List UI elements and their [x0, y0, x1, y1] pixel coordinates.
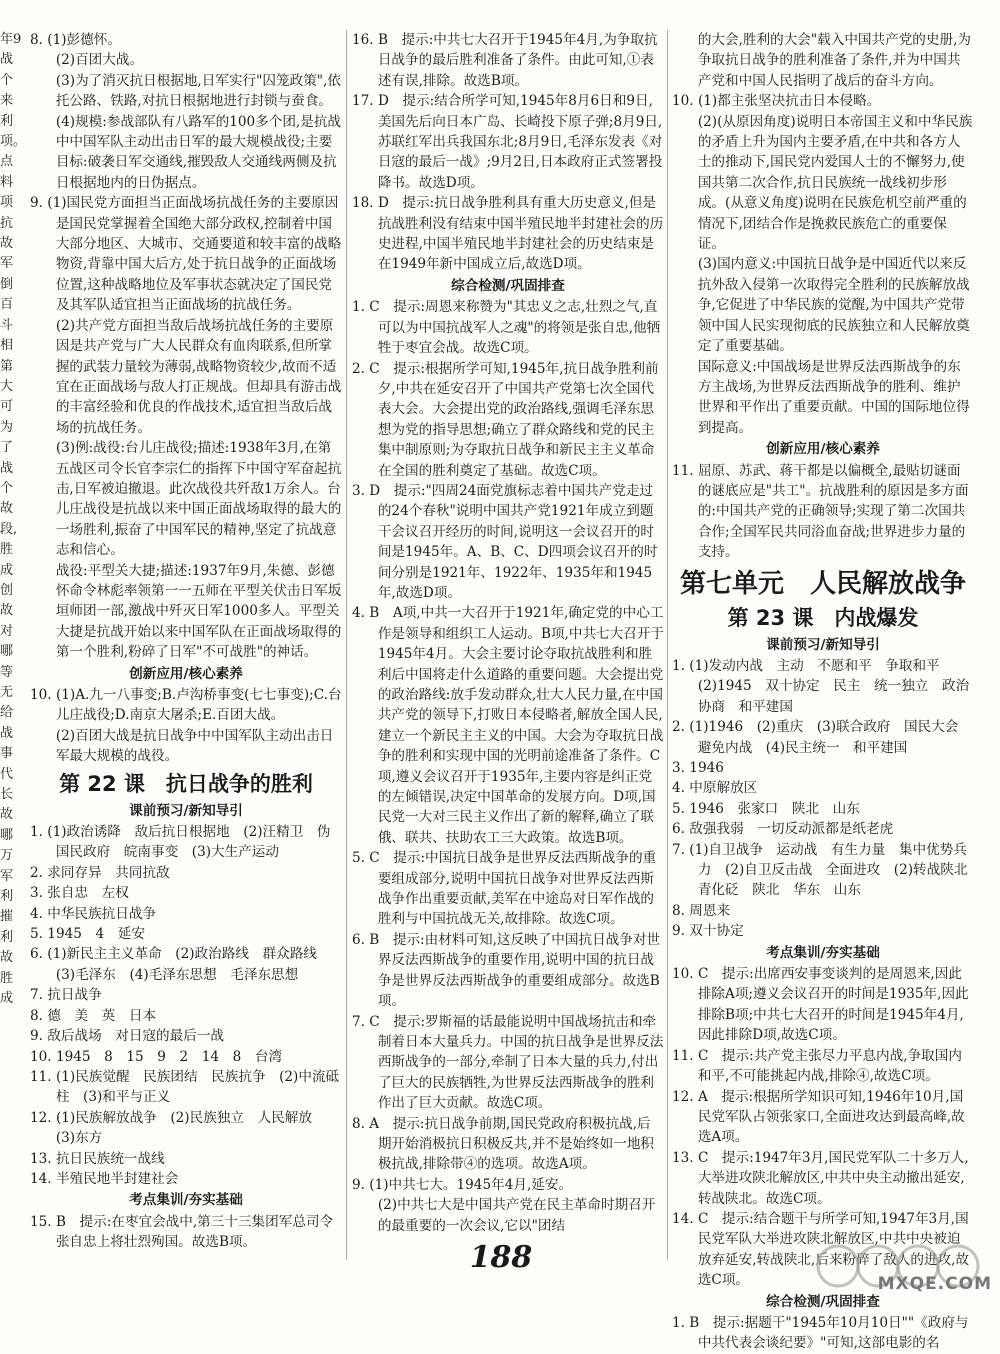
list-item: 1. (1)发动内战 主动 不愿和平 争取和平 (2)1945 双十协定 民主 统一独立 政治协商 和平建国 — [672, 657, 970, 715]
edge-fragment: 对 — [0, 623, 14, 639]
edge-fragment: 故 — [0, 807, 14, 823]
list-item: 8. 德 美 英 日本 — [30, 1007, 157, 1024]
section-heading-innovation: 创新应用/核心素养 — [766, 441, 880, 458]
exam-answer: 11. C 提示:共产党主张尽力平息内战,争取国内和平,不可能挑起内战,排除④,故选C项。 — [672, 1047, 962, 1085]
edge-fragment: 故 — [0, 236, 14, 252]
section-heading-review: 综合检测/巩固排查 — [451, 277, 565, 294]
edge-fragment: 个 — [0, 72, 14, 88]
list-item: 2. (1)1946 (2)重庆 (3)联合政府 国民大会 避免内战 (4)民主统一 和平建国 — [672, 719, 972, 756]
review-answer: 7. C 提示:罗斯福的话最能说明中国战场抗击和牵制着日本大量兵力。中国的抗日战争是世界反法西斯战争的一部分,牵制了日本大量的兵力,付出了巨大的民族牺牲,为世界反法西斯战争的胜利作出了巨大贡献。故选C项。 — [352, 1013, 664, 1112]
answer-line: (3)国内意义:中国抗日战争是中国近代以来反抗外敌入侵第一次取得完全胜利的民族解放战争,它促进了中华民族的觉醒,为中国共产党带领中国人民实现彻底的民族独立和人民解放奠定了重要基础。 — [697, 256, 970, 355]
answer-line: (2)(从原因角度)说明日本帝国主义和中华民族的矛盾上升为国内主要矛盾,在中共和各方人士的推动下,国民党内爱国人士的不懈努力,使国共第二次合作,抗日民族统一战线初步形成。(从意义角度)说明在民族危机空前严重的情况下,团结合作是挽救民族危亡的重要保证。 — [697, 113, 973, 253]
review-answer: 3. D 提示:"四周24面党旗标志着中国共产党走过的24个春秋"说明中国共产党1921年成立到题干会议召开经历的时间,说明这一会议召开的时间是1945年。A、B、C、D四项会议召开的时间分别是1921年、1922年、1935年和1945年,故选D项。 — [352, 482, 658, 601]
review-answer: 5. C 提示:中国抗日战争是世界反法西斯战争的重要组成部分,说明中国抗日战争对世界反法西斯战争作出重要贡献,美军在中途岛对日军作战的胜利与中国抗战无关,故排除。故选C项。 — [352, 850, 657, 928]
answer-continuation: 的大会,胜利的大会"载入中国共产党的史册,为争取抗日战争的胜利准备了条件,并为中国共产党和中国人民指明了战后的奋斗方向。 — [697, 32, 972, 89]
edge-fragment: 抗 — [0, 215, 14, 231]
unit-7-title: 第七单元 人民解放战争 — [679, 568, 966, 599]
list-item: 10. 1945 8 15 9 2 14 8 台湾 — [30, 1048, 283, 1065]
edge-fragment: 哪 — [0, 827, 14, 843]
edge-fragment: 等 — [0, 664, 14, 680]
edge-fragment: 战 — [0, 52, 14, 68]
list-item: 6. (1)新民主主义革命 (2)政治路线 群众路线 (3)毛泽东 (4)毛泽东思想 毛泽东思想 — [30, 946, 331, 983]
edge-fragment: 故 — [0, 501, 14, 517]
list-item: 7. 抗日战争 — [30, 987, 102, 1004]
answer-15: 15. B 提示:在枣宜会战中,第三十三集团军总司令张自忠上将壮烈殉国。故选B项。 — [30, 1213, 334, 1251]
exam-answer: 12. A 提示:根据所学知识可知,1946年10月,国民党军队占领张家口,全面进攻达到最高峰,故选A项。 — [672, 1088, 965, 1146]
edge-fragment: 战 — [0, 460, 14, 476]
edge-fragment: 可 — [0, 399, 14, 415]
review-answer: 4. B A项,中共一大召开于1921年,确定党的中心工作是领导和组织工人运动。B项,中共七大召开于1945年4月。大会主要讨论夺取抗战胜利和胜利后中国将走什么道路的重要问题。大会提出党的政治路线:放手发动群众,壮大人民力量,在中国共产党的领导下,打败日本侵略者,解放全国人民,建立一个新民主主义的中国。大会为夺取抗日战争的胜利和实现中国的光明前途准备了条件。C项,遵义会议召开于1935年,主要内容是纠正党的左倾错误,决定中国革命的发展方向。D项,国民党一大对三民主义作出了新的解释,确立了联俄、联共、扶助农工三大政策。故选B项。 — [352, 605, 665, 846]
review-answer: 1. B 提示:据题干"1945年10月10日""《政府与中共代表会谈纪要》"可知,这部电影的名 — [672, 1314, 969, 1352]
column-2 — [352, 30, 664, 1265]
edge-fragment: 成 — [0, 991, 14, 1007]
edge-fragment: 为 — [0, 419, 14, 435]
edge-fragment: 事 — [0, 746, 14, 762]
section-heading-preview: 课前预习/新知导引 — [766, 636, 880, 653]
column-divider — [667, 30, 668, 1260]
edge-fragment: 创 — [0, 582, 14, 598]
left-edge-fragments — [0, 30, 26, 1260]
list-item: 2. 求同存异 共同抗敌 — [30, 864, 170, 881]
edge-fragment: 利 — [0, 889, 14, 905]
answer-line: (4)规模:参战部队有八路军的100多个团,是抗战中中国军队主动出击日军的最大规模战役;主要目标:破袭日军交通线,摧毁敌人交通线两侧及抗日根据地内的日伪据点。 — [55, 113, 342, 191]
answer-10: 10. (1)都主张坚决抗击日本侵略。 — [672, 93, 881, 110]
answer-9-lines — [30, 316, 342, 663]
lesson-22-title: 第 22 课 抗日战争的胜利 — [59, 771, 313, 796]
edge-fragment: 项 — [0, 195, 14, 211]
answer-line: (2)百团大战。 — [55, 52, 144, 69]
list-item: 9. 敌后战场 对日寇的最后一战 — [30, 1028, 225, 1045]
list-item: 1. (1)政治诱降 敌后抗日根据地 (2)汪精卫 伪国民政府 皖南事变 (3)大生产运动 — [30, 824, 331, 861]
review-answer: 2. C 提示:根据所学可知,1945年,抗日战争胜利前夕,中共在延安召开了中国共产党第七次全国代表大会。大会提出党的政治路线,强调毛泽东思想为党的指导思想;确立了群众路线和党的民主集中制原则;为夺取抗日战争和新民主主义革命在全国的胜利奠定了基础。故选C项。 — [352, 360, 659, 479]
edge-fragment: 无 — [0, 685, 14, 700]
list-item: 12. (1)民族解放战争 (2)民族独立 人民解放 (3)东方 — [30, 1109, 326, 1147]
site-watermark — [808, 1242, 998, 1296]
list-item: 14. 半殖民地半封建社会 — [30, 1170, 179, 1187]
list-item: 3. 1946 — [672, 760, 724, 776]
edge-fragment: 项。 — [0, 134, 27, 150]
lesson-23-title: 第 23 课 内战爆发 — [727, 605, 919, 630]
edge-fragment: 胜 — [0, 970, 14, 986]
review-answer: 6. B 提示:由材料可知,这反映了中国抗日战争对世界反法西斯战争的重要作用,说明中国的抗日战争是世界反法西斯战争的重要组成部分。故选B项。 — [352, 931, 661, 1010]
edge-fragment: 战 — [0, 725, 14, 741]
list-item: 7. (1)自卫战争 运动战 有生力量 集中优势兵力 (2)自卫反击战 全面进攻 (2)转战陕北 青化砭 陕北 华东 山东 — [672, 841, 982, 899]
list-item: 6. 敌强我弱 一切反动派都是纸老虎 — [672, 821, 894, 838]
column-divider — [346, 30, 347, 1260]
answer-line: (2)百团大战是抗日战争中中国军队主动出击日军最大规模的战役。 — [55, 727, 334, 765]
preview-list — [30, 822, 342, 1189]
answer-10-lines — [30, 726, 342, 767]
review-answer: 9. (1)中共七大。1945年4月,延安。 — [352, 1176, 573, 1193]
review-answer: 1. C 提示:周恩来称赞为"其忠义之志,壮烈之气,直可以为中国抗战军人之魂"的将领是张自忠,他牺牲于枣宜会战。故选C项。 — [352, 299, 661, 357]
answer-10: 10. (1)A.九一八事变;B.卢沟桥事变(七七事变);C.台儿庄战役;D.南京大屠杀;E.百团大战。 — [30, 687, 342, 724]
edge-fragment: 倒 — [0, 276, 14, 292]
edge-fragment: 斗 — [0, 317, 14, 333]
list-item: 5. 1945 4 延安 — [30, 926, 145, 943]
edge-fragment: 第 — [0, 358, 14, 374]
answer-line: (2)中共七大是中国共产党在民主革命时期召开的最重要的一次会议,它以"团结 — [377, 1197, 656, 1234]
list-item: 13. 抗日民族统一战线 — [30, 1150, 165, 1167]
column-1 — [30, 30, 342, 1265]
watermark-text: MXQE.COM — [877, 1274, 992, 1294]
section-heading-preview: 课前预习/新知导引 — [129, 802, 243, 819]
review-answer: 8. A 提示:抗日战争前期,国民党政府积极抗战,后期开始消极抗日积极反共,并不是始终如一地积极抗战,排除带④的选项。故选A项。 — [352, 1115, 655, 1173]
edge-fragment: 给 — [0, 705, 14, 721]
list-item: 9. 双十协定 — [672, 923, 744, 940]
edge-fragment: 哪 — [0, 644, 14, 660]
answer-11: 11. 屈原、苏武、蒋干都是以偏概全,最贴切谜面的谜底应是"共工"。抗战胜利的原因是多方面的:中国共产党的正确领导;实现了第二次国共合作;全国军民共同浴血奋战;世界进步力量的支持。 — [672, 462, 969, 561]
list-item: 11. (1)民族觉醒 民族团结 民族抗争 (2)中流砥柱 (3)和平与正义 — [30, 1068, 340, 1106]
section-heading-exam: 考点集训/夯实基础 — [129, 1192, 243, 1209]
answer-8: 8. (1)彭德怀。 — [30, 32, 121, 48]
list-item: 4. 中华民族抗日战争 — [30, 905, 157, 922]
answer-line: (3)例:战役:台儿庄战役;描述:1938年3月,在第五战区司令长官李宗仁的指挥下中国守军奋起抗击,日军被迫撤退。此次战役共歼敌1万余人。台儿庄战役是抗战以来中国正面战场取得的最大的一场胜利,振奋了中国军民的精神,坚定了抗战意志和信心。 — [55, 440, 342, 559]
answer-line: 国际意义:中国战场是世界反法西斯战争的东方主战场,为世界反法西斯战争的胜利、维护世界和平作出了重要贡献。中国的国际地位得到提高。 — [697, 358, 970, 436]
edge-fragment: 万 — [0, 848, 14, 864]
edge-fragment: 军 — [0, 256, 14, 272]
list-item: 5. 1946 张家口 陕北 山东 — [672, 800, 860, 817]
edge-fragment: 点 — [0, 154, 14, 170]
edge-fragment: 段, — [0, 521, 18, 537]
edge-fragment: 长 — [0, 787, 14, 803]
edge-fragment: 相 — [0, 338, 14, 354]
answer-9: 9. (1)国民党方面担当正面战场抗战任务的主要原因是国民党掌握着全国绝大部分政权,控制着中国大部分地区、大城市、交通要道和较丰富的战略物资,背靠中国大后方,处于抗日战争的正面战场位置,这种战略地位及军事状态就决定了国民党及其军队适宜担当正面战场的抗战任务。 — [30, 195, 342, 314]
edge-fragment: 年9 — [0, 32, 22, 47]
edge-fragment: 故 — [0, 950, 14, 966]
exam-answer: 10. C 提示:出席西安事变谈判的是周恩来,因此排除A项;遵义会议召开的时间是1935年,因此排除B项;中共七大召开的时间是1945年4月,因此排除D项,故选C项。 — [672, 966, 969, 1044]
list-item: 8. 周恩来 — [672, 902, 731, 919]
edge-fragment: 个 — [0, 480, 14, 496]
answer-17: 17. D 提示:结合所学可知,1945年8月6日和9日,美国先后向日本广岛、长崎投下原子弹;8月9日,苏联红军出兵我国东北;8月9日,毛泽东发表《对日寇的最后一战》;9月2日,日本政府正式签署投降书。故选D项。 — [352, 93, 663, 191]
edge-fragment: 利 — [0, 113, 14, 129]
answer-line: (3)为了消灭抗日根据地,日军实行"囚笼政策",依托公路、铁路,对抗日根据地进行封锁与蚕食。 — [55, 72, 341, 110]
answer-10-lines — [672, 112, 974, 439]
edge-fragment: 利 — [0, 929, 14, 945]
list-item: 4. 中原解放区 — [672, 780, 758, 797]
edge-fragment: 成 — [0, 562, 14, 578]
edge-fragment: 了 — [0, 440, 14, 456]
edge-fragment: 来 — [0, 93, 14, 109]
answer-8-lines — [30, 50, 342, 193]
exam-answer: 13. C 提示:1947年3月,国民党军队二十多万人,大举进攻陕北解放区,中共中央主动撤出延安,转战陕北。故选C项。 — [672, 1149, 969, 1207]
answer-line: 战役:平型关大捷;描述:1937年9月,朱德、彭德怀命令林彪率领第一一五师在平型关伏击日军坂垣师团一部,激战中歼灭日军1000多人。平型关大捷是抗战开始以来中国军队在正面战场取得的第一个胜利,粉碎了日军"不可战胜"的神话。 — [55, 562, 342, 661]
exam-answer: 14. C 提示:结合题干与所学可知,1947年3月,国民党军队大举进攻陕北解放区,中共中央被迫放弃延安,转战陕北,后来粉碎了敌人的进攻,故选C项。 — [672, 1210, 970, 1289]
edge-fragment: 故 — [0, 603, 14, 619]
answer-18: 18. D 提示:抗日战争胜利具有重大历史意义,但是抗战胜利没有结束中国半殖民地半封建社会的历史进程,中国半殖民地半封建社会的历史结束是在1949年新中国成立后,故选D项。 — [352, 195, 664, 273]
page-number: 188 — [469, 1240, 533, 1275]
section-heading-innovation: 创新应用/核心素养 — [129, 665, 243, 682]
answer-line: (2)共产党方面担当敌后战场抗战任务的主要原因是共产党与广大人民群众有血肉联系,但所掌握的武装力量较为薄弱,战略物资较少,故而不适宜在正面战场与敌人打正规战。但却具有游击战的丰富经验和优良的作战技术,适宜担当敌后战场的抗战任务。 — [55, 317, 342, 436]
edge-fragment: 军 — [0, 868, 14, 884]
edge-fragment: 百 — [0, 297, 14, 313]
edge-fragment: 料 — [0, 174, 14, 190]
preview-list — [672, 656, 982, 942]
list-item: 3. 张自忠 左权 — [30, 885, 129, 902]
edge-fragment: 大 — [0, 378, 14, 394]
edge-fragment: 代 — [0, 766, 14, 782]
answer-16: 16. B 提示:中共七大召开于1945年4月,为争取抗日战争的最后胜利准备了条件。由此可知,①表述有误,排除。故选B项。 — [352, 32, 658, 89]
edge-fragment: 摧 — [0, 909, 14, 925]
edge-fragment: 胜 — [0, 542, 14, 558]
section-heading-review: 综合检测/巩固排查 — [766, 1293, 880, 1310]
section-heading-exam: 考点集训/夯实基础 — [766, 944, 880, 961]
